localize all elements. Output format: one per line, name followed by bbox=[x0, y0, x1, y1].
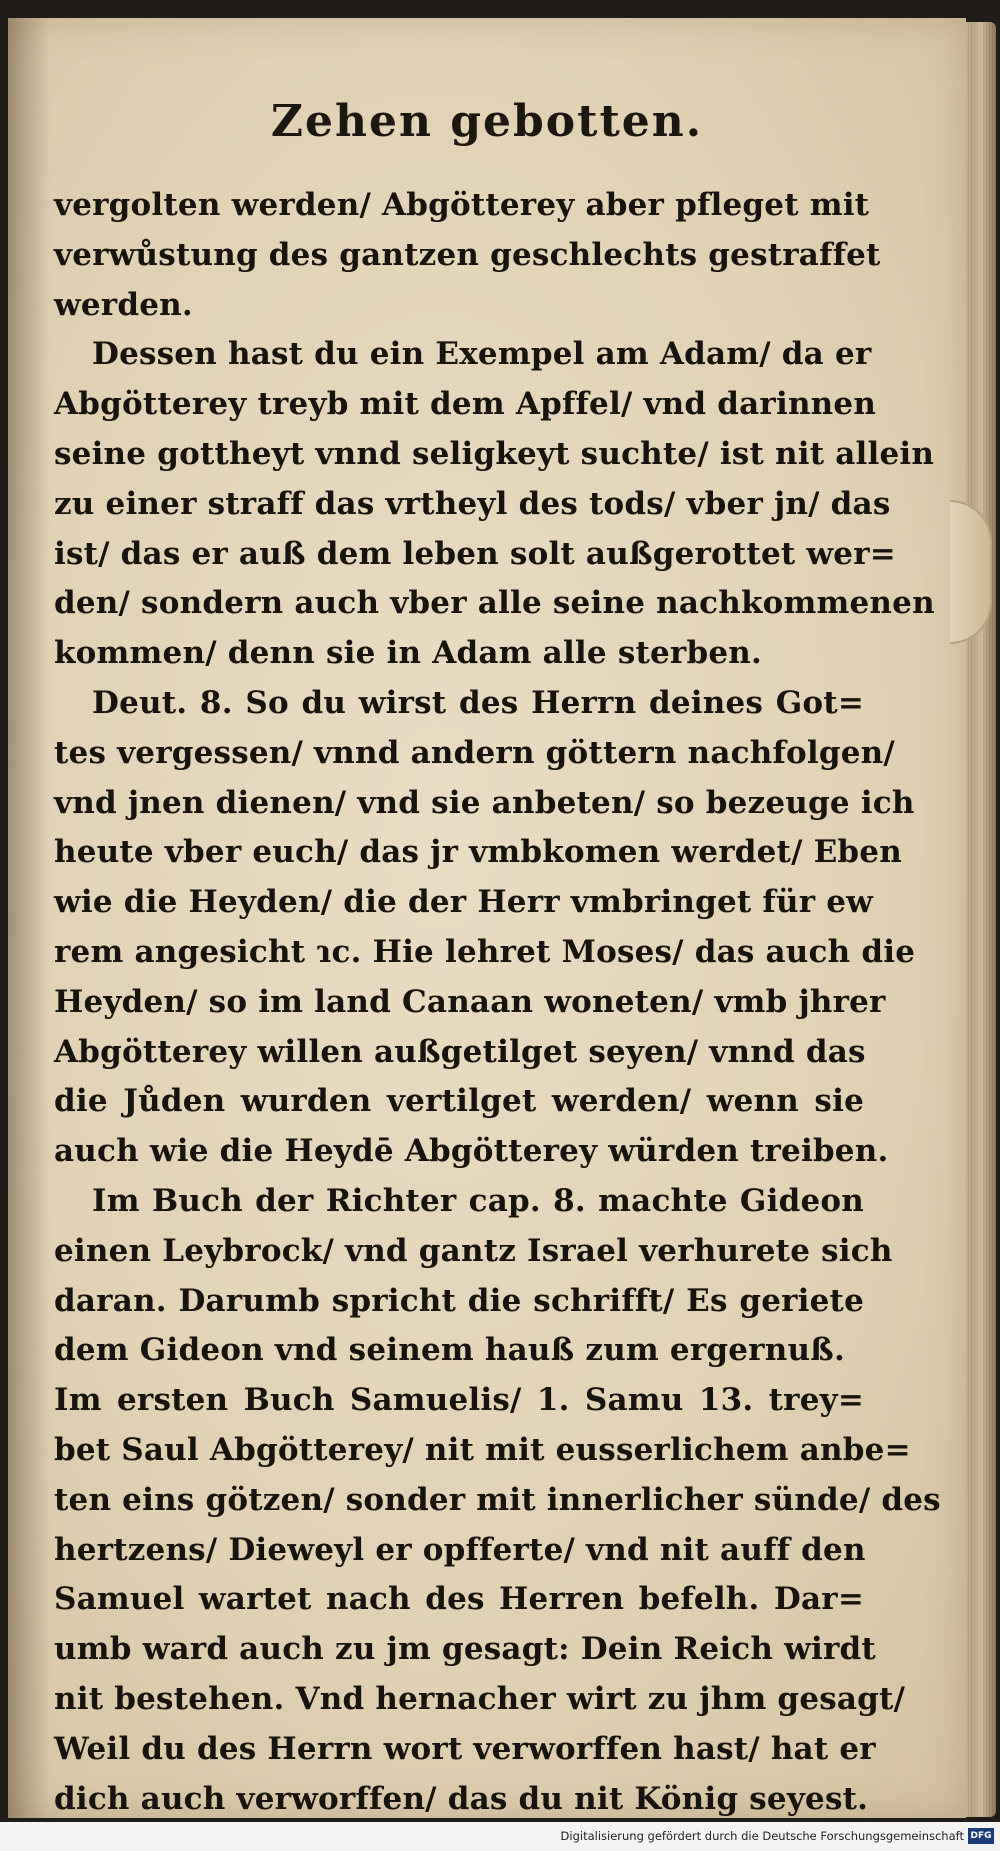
text-line: vergolten werden/ Abgötterey aber pfleget mit bbox=[54, 187, 870, 223]
text-line: einen Leybrock/ vnd gantz Israel verhurete sich bbox=[54, 1232, 893, 1269]
text-line: Im Buch der Richter cap. 8. machte Gideon bbox=[92, 1182, 864, 1219]
text-line: die Jůden wurden vertilget werden/ wenn sie bbox=[54, 1083, 864, 1120]
text-line: zu einer straff das vrtheyl des tods/ vber jn/ das bbox=[54, 485, 891, 522]
text-line: rem angesicht ɿc. Hie lehret Moses/ das auch die bbox=[54, 933, 916, 970]
dfg-logo: DFG bbox=[968, 1828, 994, 1844]
text-line: daran. Darumb spricht die schrifft/ Es geriete bbox=[54, 1282, 864, 1319]
text-line: Weil du des Herrn wort verworffen hast/ hat er bbox=[54, 1730, 876, 1767]
page-edge-stack bbox=[962, 22, 996, 1817]
text-line: wie die Heyden/ die der Herr vmbringet für ew bbox=[54, 884, 874, 921]
text-line: vnd jnen dienen/ vnd sie anbeten/ so bezeuge ich bbox=[54, 784, 915, 821]
page-tab bbox=[950, 500, 992, 644]
text-line: seine gottheyt vnnd seligkeyt suchte/ ist nit allein bbox=[54, 435, 935, 472]
footer-bar bbox=[0, 1822, 1000, 1851]
text-line: Im ersten Buch Samuelis/ 1. Samu 13. trey= bbox=[54, 1382, 864, 1419]
text-line: auch wie die Heydē Abgötterey würden treiben. bbox=[54, 1133, 889, 1170]
text-line: Abgötterey treyb mit dem Apffel/ vnd darinnen bbox=[54, 386, 877, 423]
footer-credit: Digitalisierung gefördert durch die Deutsche Forschungsgemeinschaft bbox=[560, 1829, 964, 1843]
body-text bbox=[54, 181, 941, 1824]
text-line: Samuel wartet nach des Herren befelh. Dar= bbox=[54, 1581, 864, 1618]
text-line: umb ward auch zu jm gesagt: Dein Reich wirdt bbox=[54, 1631, 876, 1668]
text-line: nit bestehen. Vnd hernacher wirt zu jhm gesagt/ bbox=[54, 1680, 906, 1717]
text-line: ten eins götzen/ sonder mit innerlicher sünde/ des bbox=[54, 1481, 941, 1518]
text-line: heute vber euch/ das jr vmbkomen werdet/ Eben bbox=[54, 834, 902, 871]
text-line: hertzens/ Dieweyl er opfferte/ vnd nit auff den bbox=[54, 1531, 866, 1568]
text-line: dich auch verworffen/ das du nit König seyest. bbox=[54, 1780, 869, 1817]
book-page bbox=[8, 18, 966, 1818]
text-line: Deut. 8. So du wirst des Herrn deines Got= bbox=[92, 684, 864, 721]
text-line: den/ sondern auch vber alle seine nachkommenen bbox=[54, 585, 935, 622]
text-line: Heyden/ so im land Canaan woneten/ vmb jhrer bbox=[54, 983, 886, 1020]
running-header: Zehen gebotten. bbox=[270, 96, 704, 147]
gutter-shadow bbox=[8, 18, 50, 1818]
text-line: werden. bbox=[54, 286, 193, 323]
text-line: Dessen hast du ein Exempel am Adam/ da er bbox=[92, 336, 872, 373]
text-line: kommen/ denn sie in Adam alle sterben. bbox=[54, 635, 762, 672]
text-line: tes vergessen/ vnnd andern göttern nachfolgen/ bbox=[54, 734, 895, 771]
text-line: verwůstung des gantzen geschlechts gestraffet bbox=[54, 236, 881, 273]
text-line: Abgötterey willen außgetilget seyen/ vnnd das bbox=[54, 1033, 866, 1070]
text-line: dem Gideon vnd seinem hauß zum ergernuß. bbox=[54, 1332, 845, 1369]
text-line: bet Saul Abgötterey/ nit mit eusserlichem anbe= bbox=[54, 1431, 911, 1468]
text-line: ist/ das er auß dem leben solt außgerottet wer= bbox=[54, 535, 896, 572]
